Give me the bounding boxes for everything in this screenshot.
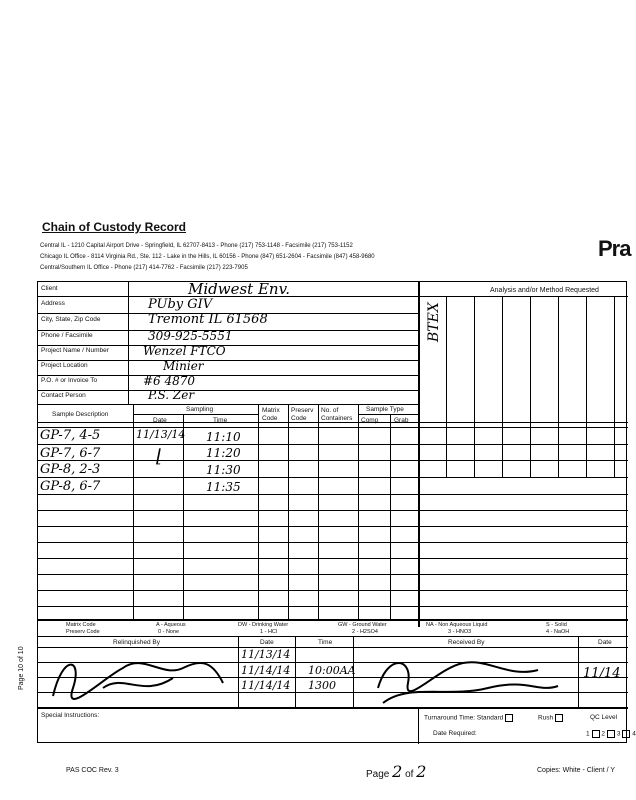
custody-form [37, 280, 636, 743]
standard-checkbox[interactable] [505, 714, 513, 722]
rush-label: Rush [538, 714, 563, 722]
preserv-code-3: 3 - HNO3 [448, 629, 472, 635]
custody-date2-header: Date [598, 639, 612, 646]
matrix-code-gw: GW - Ground Water [338, 622, 387, 628]
phone-value[interactable]: 309-925-5551 [148, 329, 233, 343]
turnaround-label: Turnaround Time: Standard [424, 714, 513, 722]
sample-desc-header: Sample Description [52, 411, 109, 418]
table-row[interactable]: GP-7, 6-7 [40, 446, 101, 461]
page-title: Chain of Custody Record [42, 220, 187, 234]
custody-date[interactable]: 11/14/14 [241, 664, 291, 677]
preserv-code-1: 1 - HCl [260, 629, 278, 635]
sample-time[interactable]: 11:20 [206, 446, 241, 460]
form-revision: PAS COC Rev. 3 [66, 767, 119, 774]
matrix-code-s: S - Solid [546, 622, 567, 628]
po-value[interactable]: #6 4870 [143, 374, 196, 388]
preserv-header: Preserv Code [291, 407, 314, 422]
containers-header: No. of Containers [321, 407, 353, 422]
brand-logo: Pra [598, 236, 631, 261]
table-row[interactable]: GP-8, 2-3 [40, 462, 101, 477]
page-number: Page 2 of 2 [366, 762, 427, 781]
rush-checkbox[interactable] [555, 714, 563, 722]
copies-note: Copies: White - Client / Y [537, 767, 616, 774]
custody-time-header: Time [318, 639, 333, 646]
office-line-1: Central IL - 1210 Capital Airport Drive - Springfield, IL 62707-8413 - Phone (217) 753-1148 - Facsimile (217) 753-1152 [40, 243, 353, 249]
sample-time[interactable]: 11:10 [206, 430, 241, 444]
sample-date[interactable]: 11/13/14 [136, 428, 186, 441]
table-row[interactable]: GP-8, 6-7 [40, 479, 101, 494]
custody-date[interactable]: 11/14/14 [241, 679, 291, 692]
city-label: City, State, Zip Code [41, 316, 101, 323]
po-label: P.O. # or Invoice To [41, 377, 98, 384]
address-label: Address [41, 300, 65, 307]
matrix-code-na: NA - Non Aqueous Liquid [426, 622, 488, 628]
analysis-header: Analysis and/or Method Requested [490, 287, 599, 294]
matrix-code-dw: DW - Drinking Water [238, 622, 289, 628]
grab-header: Grab [394, 417, 409, 424]
matrix-header: Matrix Code [262, 407, 280, 422]
analysis-btex: BTEX [426, 302, 442, 342]
phone-label: Phone / Facsimile [41, 332, 93, 339]
contact-value[interactable]: P.S. Zer [148, 388, 195, 402]
ditto-mark: ⌊ [156, 446, 164, 467]
relinquished-header: Relinquished By [113, 639, 160, 646]
date-header: Date [153, 417, 167, 424]
preserv-code-4: 4 - NaOH [546, 629, 570, 635]
location-label: Project Location [41, 362, 88, 369]
received-header: Received By [448, 639, 485, 646]
address-value[interactable]: PUby GIV [148, 297, 213, 312]
client-value[interactable]: Midwest Env. [188, 280, 291, 298]
qc-label: QC Level [590, 714, 618, 721]
matrix-code-a: A - Aqueous [156, 622, 186, 628]
sampling-header: Sampling [186, 406, 214, 413]
time-header: Time [213, 417, 228, 424]
relinquished-signature [43, 648, 233, 706]
preserv-code-2: 2 - H2SO4 [352, 629, 378, 635]
comp-header: Comp [361, 417, 379, 424]
custody-time[interactable]: 10:00AA [308, 664, 356, 677]
sample-time[interactable]: 11:35 [206, 480, 241, 494]
qc-checkboxes[interactable]: 1 2 3 4 [586, 730, 636, 738]
side-page-stamp: Page 10 of 10 [18, 646, 25, 690]
custody-date-header: Date [260, 639, 274, 646]
office-line-3: Central/Southern IL Office - Phone (217) 414-7762 - Facsimile (217) 223-7905 [40, 265, 248, 271]
received-signature [368, 648, 568, 706]
location-value[interactable]: Minier [163, 359, 204, 373]
client-label: Client [41, 285, 58, 292]
city-value[interactable]: Tremont IL 61568 [148, 312, 268, 327]
matrix-code-label: Matrix Code [66, 622, 96, 628]
special-instructions-label: Special Instructions: [41, 712, 100, 719]
preserv-code-label: Preserv Code [66, 629, 100, 635]
office-line-2: Chicago IL Office - 8114 Virginia Rd., Ste. 112 - Lake in the Hills, IL 60156 - Phone (847) 651-2604 - Facsimile (847) 458-9680 [40, 254, 375, 260]
table-row[interactable]: GP-7, 4-5 [40, 428, 101, 443]
project-label: Project Name / Number [41, 347, 109, 354]
received-date-partial: 11/14 [583, 666, 621, 681]
preserv-code-0: 0 - None [158, 629, 180, 635]
sample-type-header: Sample Type [366, 406, 404, 413]
project-value[interactable]: Wenzel FTCO [143, 344, 226, 358]
sample-time[interactable]: 11:30 [206, 463, 241, 477]
custody-date[interactable]: 11/13/14 [241, 648, 291, 661]
contact-label: Contact Person [41, 392, 86, 399]
date-required-label: Date Required: [433, 730, 477, 737]
custody-time[interactable]: 1300 [308, 679, 336, 692]
